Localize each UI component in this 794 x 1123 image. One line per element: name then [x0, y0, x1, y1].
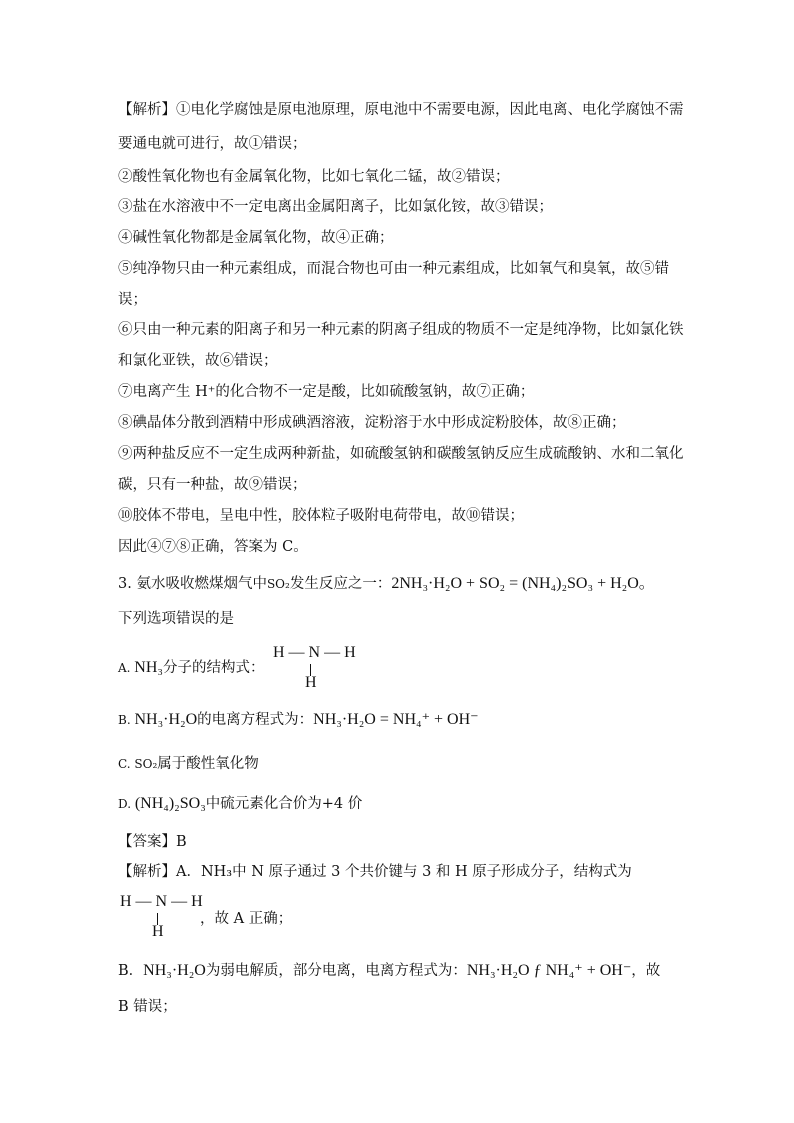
option-b: B. NH₃·H₂O的电离方程式为：NH₃·H₂O = NH₄⁺ + OH⁻	[118, 711, 479, 728]
analysis-b-line-2: B 错误；	[118, 999, 177, 1015]
analysis-line-3: ②酸性氧化物也有金属氧化物，比如七氧化二锰，故②错误；	[118, 169, 510, 185]
analysis-line-11: ⑧碘晶体分散到酒精中形成碘酒溶液，淀粉溶于水中形成淀粉胶体，故⑧正确；	[118, 415, 626, 431]
option-a: A. NH₃分子的结构式：	[118, 659, 265, 676]
analysis-line-2: 要通电就可进行，故①错误；	[118, 136, 307, 152]
nh3-structure-analysis: H — N — H H	[120, 893, 203, 940]
analysis-line-5: ④碱性氧化物都是金属氧化物，故④正确；	[118, 230, 394, 246]
answer-line: 【答案】B	[118, 834, 187, 850]
analysis-line-4: ③盐在水溶液中不一定电离出金属阳离子，比如氯化铵，故③错误；	[118, 199, 553, 215]
analysis-line-10: ⑦电离产生 H⁺的化合物不一定是酸，比如硫酸氢钠，故⑦正确；	[118, 384, 535, 400]
reaction-equation: 2NH₃·H₂O + SO₂ = (NH₄)₂SO₃ + H₂O。	[391, 575, 655, 592]
analysis-line-14: ⑩胶体不带电，呈电中性，胶体粒子吸附电荷带电，故⑩错误；	[118, 508, 524, 524]
option-c: C. SO₂属于酸性氧化物	[118, 756, 259, 772]
analysis-line-1: 【解析】①电化学腐蚀是原电池原理，原电池中不需要电源，因此电离、电化学腐蚀不需	[118, 102, 684, 118]
analysis-line-7: 误；	[118, 292, 147, 308]
analysis-line-13: 碳，只有一种盐，故⑨错误；	[118, 477, 307, 493]
analysis-line-12: ⑨两种盐反应不一定生成两种新盐，如硫酸氢钠和碳酸氢钠反应生成硫酸钠、水和二氧化	[118, 446, 684, 462]
option-d: D. (NH₄)₂SO₃中硫元素化合价为+4 价	[118, 795, 363, 812]
analysis-line-8: ⑥只由一种元素的阳离子和另一种元素的阴离子组成的物质不一定是纯净物，比如氯化铁	[118, 322, 684, 338]
analysis-a-suffix: ，故 A 正确；	[200, 911, 293, 927]
nh3-structure-option-a: H — N — H H	[273, 644, 356, 691]
analysis-line-6: ⑤纯净物只由一种元素组成，而混合物也可由一种元素组成，比如氧气和臭氧，故⑤错	[118, 261, 669, 277]
analysis-b-line-1: B．NH₃·H₂O为弱电解质，部分电离，电离方程式为：NH₃·H₂O ƒ NH₄⁺ + OH⁻，故	[118, 962, 661, 979]
question-3-prompt: 下列选项错误的是	[118, 611, 234, 627]
analysis-line-15: 因此④⑦⑧正确，答案为 C。	[118, 539, 308, 555]
analysis-a-line-1: 【解析】A．NH₃中 N 原子通过 3 个共价键与 3 和 H 原子形成分子，结构式为	[118, 864, 632, 880]
analysis-line-9: 和氯化亚铁，故⑥错误；	[118, 353, 278, 369]
question-3-stem: 3. 氨水吸收燃煤烟气中SO₂发生反应之一：2NH₃·H₂O + SO₂ = (NH₄)₂SO₃ + H₂O。	[118, 575, 655, 592]
